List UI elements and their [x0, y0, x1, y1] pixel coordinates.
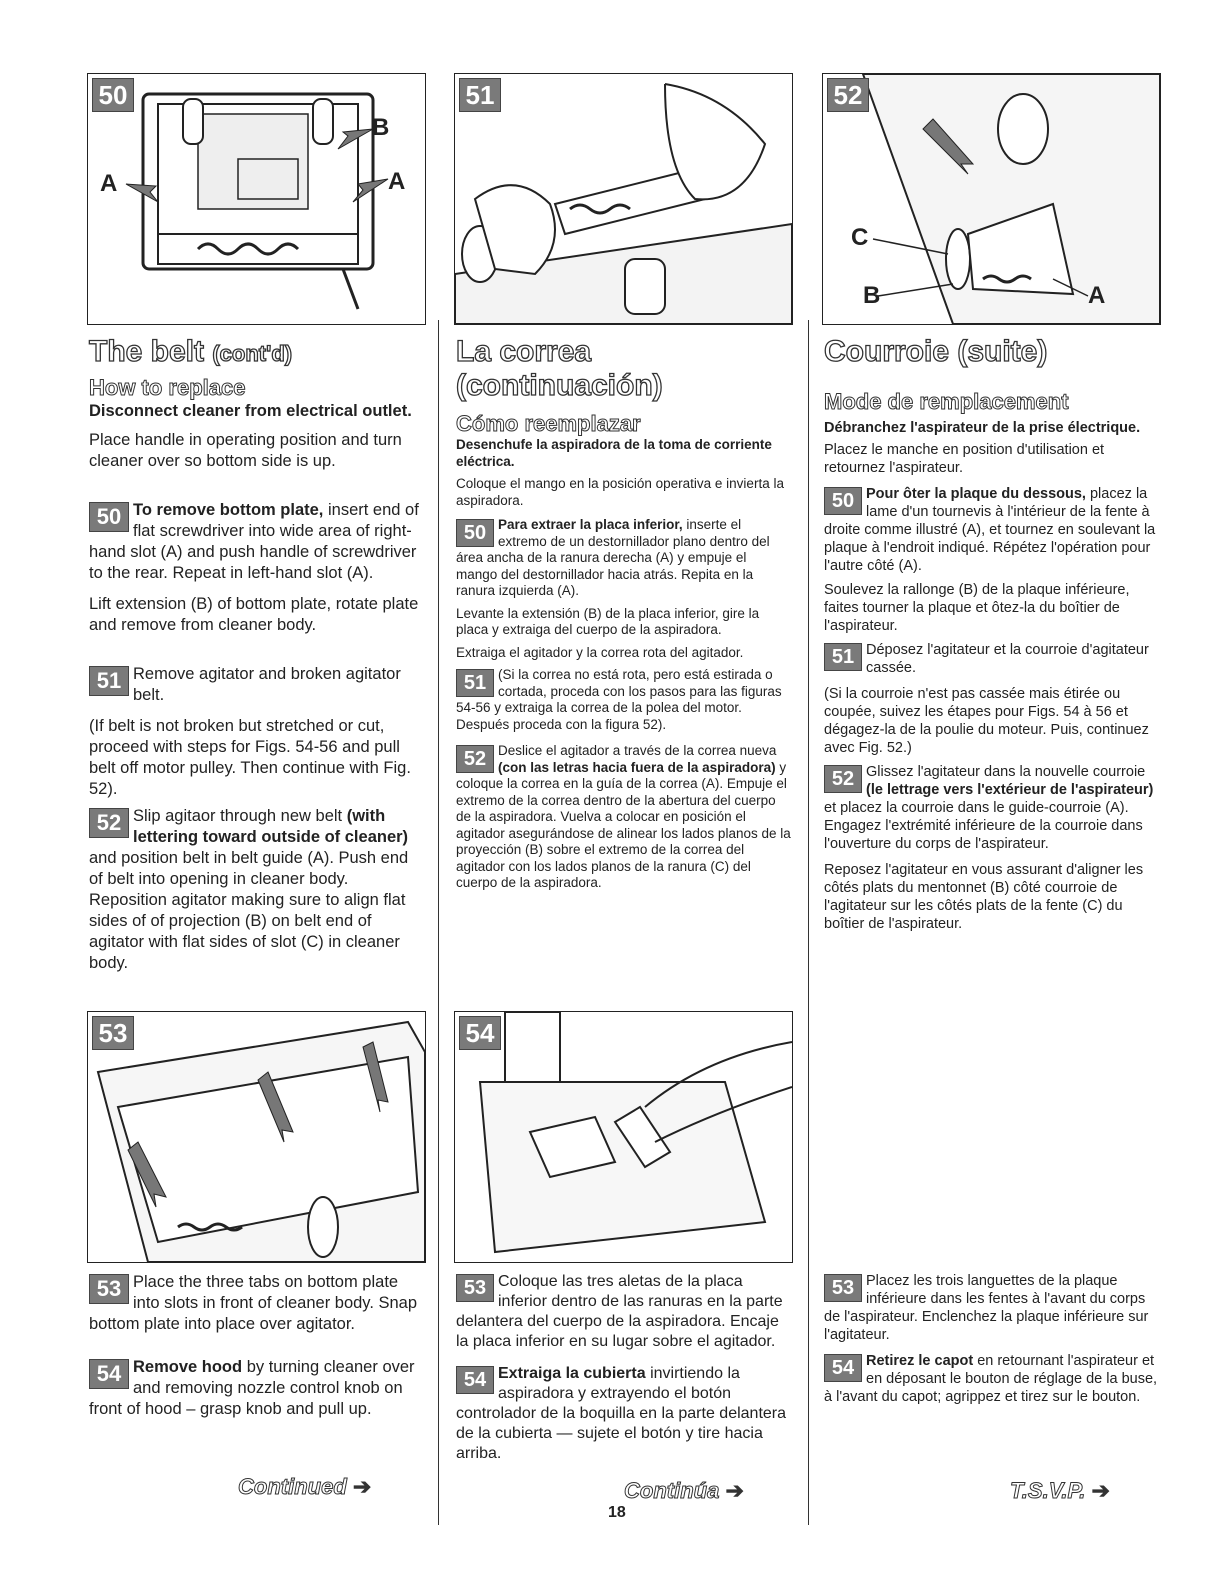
en-step-50-text: insert end of flat screwdriver into wide area of right-hand slot (A) and push handle of screwdriver to the rear. Repeat in left-hand slot (A).	[89, 501, 419, 582]
es-step-50	[456, 517, 791, 600]
es-title: La correa	[456, 335, 592, 368]
en-step-54-bold: Remove hood	[133, 1358, 243, 1376]
es-step-52-text-a: Deslice el agitador a través de la correa nueva	[498, 743, 777, 758]
en-continued	[238, 1474, 371, 1500]
en-step-54	[89, 1357, 424, 1420]
fr-continued	[1010, 1478, 1110, 1504]
en-step-54-number: 54	[89, 1359, 129, 1389]
fr-step-53-number: 53	[824, 1274, 862, 1302]
right-arrow-icon: ➔	[725, 1478, 744, 1503]
french-column	[824, 335, 1159, 933]
en-step-50-number: 50	[89, 502, 129, 532]
fr-step-50-bold: Pour ôter la plaque du dessous,	[866, 486, 1086, 502]
fr-step-51	[824, 641, 1159, 677]
es-step-54	[456, 1364, 791, 1464]
es-ext-text: Extraiga el agitador y la correa rota del agitador.	[456, 644, 744, 660]
es-intro: Coloque el mango en la posición operativa e invierta la aspiradora.	[456, 476, 784, 508]
en-step-53-text: Place the three tabs on bottom plate into slots in front of cleaner body. Snap bottom plate into place over agitator.	[89, 1273, 418, 1333]
en-step-50-bold: To remove bottom plate,	[133, 501, 324, 519]
en-title-main: The belt	[89, 335, 205, 368]
figure-50-label-a-right: A	[388, 168, 406, 195]
figure-52-number: 52	[827, 78, 869, 112]
es-step-51-number: 51	[456, 669, 494, 697]
figure-50-label-a-left: A	[100, 170, 118, 197]
fr-step-54	[824, 1352, 1159, 1406]
es-step-54-text: invirtiendo la aspiradora y extrayendo el botón controlador de la boquilla en la parte delantera de la cubierta — sujete el botón y tire hacia arriba.	[456, 1365, 787, 1462]
right-arrow-icon: ➔	[352, 1474, 372, 1499]
es-lev-text: Levante la extensión (B) de la placa inferior, gire la placa y extraiga del cuerpo de la aspiradora.	[456, 605, 760, 637]
fr-step-51-text: Déposez l'agitateur et la courroie d'agitateur cassée.	[866, 642, 1149, 676]
fr-intro-bold: Débranchez l'aspirateur de la prise électrique.	[824, 420, 1141, 436]
fr-step-50	[824, 485, 1159, 575]
spanish-column	[456, 335, 791, 892]
right-arrow-icon: ➔	[1091, 1478, 1110, 1503]
figure-53	[87, 1011, 426, 1263]
es-intro-bold: Desenchufe la aspiradora de la toma de corriente eléctrica.	[456, 437, 772, 469]
fr-step-50-number: 50	[824, 487, 862, 515]
figure-53-illustration	[88, 1012, 425, 1262]
es-step-51-text: (Si la correa no está rota, pero está estirada o cortada, proceda con los pasos para las figuras 54-56 y extraiga la correa de la polea del motor. Después proceda con la figura 52).	[456, 667, 782, 732]
en-step-54-text: by turning cleaner over and removing nozzle control knob on front of hood – grasp knob and pull up.	[89, 1358, 415, 1418]
es-title-2: (continuación)	[456, 369, 663, 402]
figure-50-illustration	[88, 74, 425, 324]
figure-50-number: 50	[92, 78, 134, 112]
en-intro-bold: Disconnect cleaner from electrical outlet.	[89, 402, 412, 420]
en-lift-text: Lift extension (B) of bottom plate, rotate plate and remove from cleaner body.	[89, 595, 419, 634]
english-column-lower	[89, 1272, 424, 1420]
page-number: 18	[608, 1504, 626, 1521]
en-step-51	[89, 664, 424, 706]
es-step-54-number: 54	[456, 1366, 494, 1394]
figure-50-label-b: B	[372, 114, 390, 141]
es-step-53-text: Coloque las tres aletas de la placa inferior dentro de las ranuras en la parte delantera del cuerpo de la aspiradora. Encaje la placa inferior en su lugar sobre el agitador.	[456, 1273, 783, 1350]
figure-54-number: 54	[459, 1016, 501, 1050]
french-column-lower	[824, 1272, 1159, 1406]
en-step-51-number: 51	[89, 666, 129, 696]
es-continued	[624, 1478, 744, 1504]
column-divider-left	[438, 320, 439, 1525]
es-step-50-number: 50	[456, 519, 494, 547]
figure-54-illustration	[455, 1012, 792, 1262]
figure-52-label-a: A	[1088, 282, 1106, 309]
fr-step-52-text-a: Glissez l'agitateur dans la nouvelle courroie	[866, 764, 1146, 780]
en-step-50	[89, 500, 424, 584]
en-step-52-number: 52	[89, 808, 129, 838]
en-intro: Place handle in operating position and turn cleaner over so bottom side is up.	[89, 431, 402, 470]
spanish-column-lower	[456, 1272, 791, 1464]
fr-soul-text: Soulevez la rallonge (B) de la plaque inférieure, faites tourner la plaque et ôtez-la du boîtier de l'aspirateur.	[824, 582, 1130, 634]
fr-step-50-text: placez la lame d'un tournevis à l'intérieur de la fente à droite comme illustré (A), et tournez en soulevant la plaque à l'endroit indiqué. Répétez l'opération pour l'autre côté (A).	[824, 486, 1156, 574]
figure-54	[454, 1011, 793, 1263]
es-step-53-number: 53	[456, 1274, 494, 1302]
fr-step-54-text: en retournant l'aspirateur et en déposant le bouton de réglage de la buse, à l'avant du capot; agrippez et tirez sur le bouton.	[824, 1353, 1158, 1405]
figure-53-number: 53	[92, 1016, 134, 1050]
fr-step-52-number: 52	[824, 765, 862, 793]
fr-step-53	[824, 1272, 1159, 1344]
es-continued-label: Continúa	[624, 1478, 720, 1503]
en-subtitle: How to replace	[89, 375, 246, 400]
en-step-52-bold: (with lettering toward outside of cleaner)	[133, 807, 409, 846]
es-step-54-bold: Extraiga la cubierta	[498, 1365, 646, 1382]
es-step-53	[456, 1272, 791, 1352]
fr-step-54-number: 54	[824, 1354, 862, 1382]
figure-50	[87, 73, 426, 325]
figure-52	[822, 73, 1161, 325]
en-step-51-text: Remove agitator and broken agitator belt.	[133, 665, 401, 704]
fr-title: Courroie (suite)	[824, 335, 1048, 368]
fr-subtitle: Mode de remplacement	[824, 389, 1069, 414]
en-continued-label: Continued	[238, 1474, 347, 1499]
fr-rep-text: Reposez l'agitateur en vous assurant d'aligner les côtés plats du mentonnet (B) côté courroie de l'agitateur sur les côtés plats de la fente (C) du boîtier de l'aspirateur.	[824, 862, 1144, 932]
es-step-51	[456, 667, 791, 733]
english-column	[89, 335, 424, 974]
fr-step-52-text-b: et placez la courroie dans le guide-courroie (A). Engagez l'extrémité inférieure de la courroie dans l'ouverture du corps de l'aspirateur.	[824, 800, 1143, 852]
en-title	[89, 335, 424, 371]
fr-si-text: (Si la courroie n'est pas cassée mais étirée ou coupée, suivez les étapes pour Figs. 54 à 56 et dégagez-la de la poulie du moteur. Puis, continuez avec Fig. 52.)	[824, 686, 1149, 756]
fr-intro: Placez le manche en position d'utilisation et retournez l'aspirateur.	[824, 442, 1105, 476]
en-step-52	[89, 806, 424, 974]
fr-continued-label: T.S.V.P.	[1010, 1478, 1086, 1503]
es-step-52-bold: (con las letras hacia fuera de la aspiradora)	[498, 759, 776, 775]
en-step-52-text-a: Slip agitaor through new belt	[133, 807, 347, 825]
es-step-50-text: inserte el extremo de un destornillador plano dentro del área ancha de la ranura derecha (A) y empuje el mango del destornillador hacia atrás. Repita en la ranura izquierda (A).	[456, 517, 770, 598]
es-step-52	[456, 743, 791, 892]
en-if-text: (If belt is not broken but stretched or cut, proceed with steps for Figs. 54-56 and pull belt off motor pulley. Then continue with Fig. 52).	[89, 717, 411, 798]
es-step-50-bold: Para extraer la placa inferior,	[498, 517, 683, 532]
fr-step-54-bold: Retirez le capot	[866, 1353, 974, 1369]
es-step-52-number: 52	[456, 745, 494, 773]
fr-step-52-bold: (le lettrage vers l'extérieur de l'aspirateur)	[866, 782, 1154, 798]
figure-51-illustration	[455, 74, 792, 324]
column-divider-right	[808, 320, 809, 1525]
figure-52-label-b: B	[863, 282, 881, 309]
en-step-53	[89, 1272, 424, 1335]
figure-51-number: 51	[459, 78, 501, 112]
en-title-suffix: (cont'd)	[212, 341, 293, 366]
es-subtitle: Cómo reemplazar	[456, 411, 641, 436]
en-step-53-number: 53	[89, 1274, 129, 1304]
figure-52-label-c: C	[851, 224, 869, 251]
fr-step-53-text: Placez les trois languettes de la plaque inférieure dans les fentes à l'avant du corps de l'aspirateur. Enclenchez la plaque inférieure sur l'agitateur.	[824, 1273, 1149, 1343]
figure-51	[454, 73, 793, 325]
es-step-52-text-b: y coloque la correa en la guía de la correa (A). Empuje el extremo de la correa dentro de la abertura del cuerpo de la aspiradora. Vuelva a colocar en posición el agitador asegurándose de alinear los lados planos de la proyección (B) sobre el extremo de la correa del agitador con los lados planos de la ranura (C) del cuerpo de la aspiradora.	[456, 759, 791, 890]
en-step-52-text-b: and position belt in belt guide (A). Push end of belt into opening in cleaner body. Reposition agitator making sure to align flat sides of of projection (B) on belt end of agitator with flat sides of slot (C) in cleaner body.	[89, 849, 409, 972]
fr-step-51-number: 51	[824, 643, 862, 671]
fr-step-52	[824, 763, 1159, 853]
